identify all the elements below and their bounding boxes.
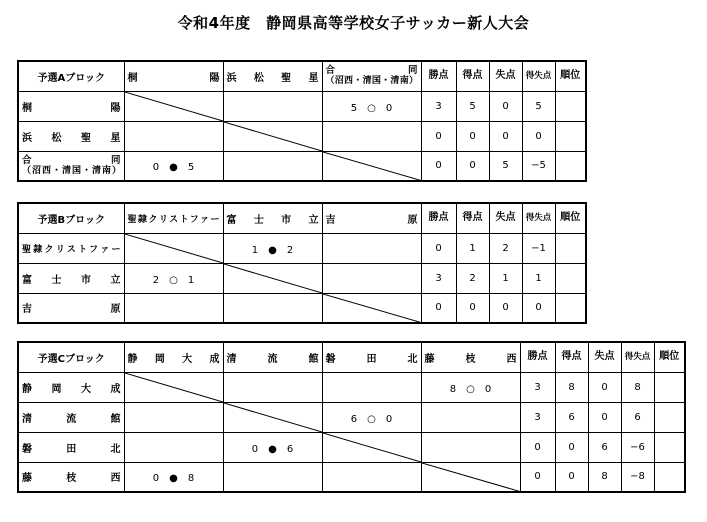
col-team-1: 静 岡 大 成 [124, 342, 223, 372]
row-team: 静 岡 大 成 [18, 372, 124, 402]
self-cell [124, 233, 223, 263]
col-rank: 順位 [654, 342, 685, 372]
col-ga: 失点 [489, 203, 522, 233]
col-team-3: 吉 原 [322, 203, 421, 233]
stat-gf: 0 [456, 121, 489, 151]
stat-ga: 2 [489, 233, 522, 263]
table-row [18, 462, 685, 492]
diagonal-line [224, 264, 322, 293]
table-row [18, 402, 685, 432]
col-team-2: 富 士 市 立 [223, 203, 322, 233]
col-gf: 得点 [456, 203, 489, 233]
result-cell [322, 462, 421, 492]
stat-gd: 5 [522, 91, 555, 121]
row-team: 浜 松 聖 星 [18, 121, 124, 151]
row-team: 吉 原 [18, 293, 124, 323]
result-cell: 8 ○ 0 [421, 372, 520, 402]
stat-rank [555, 121, 586, 151]
stat-gf: 8 [555, 372, 588, 402]
stat-ga: 1 [489, 263, 522, 293]
stat-win: 3 [520, 372, 555, 402]
stat-gd: 0 [522, 121, 555, 151]
stat-rank [654, 462, 685, 492]
block-a-table [17, 60, 587, 182]
self-cell [124, 91, 223, 121]
page-title: 令和4年度 静岡県高等学校女子サッカー新人大会 [177, 14, 530, 32]
self-cell [322, 432, 421, 462]
result-cell [223, 372, 322, 402]
col-gf: 得点 [555, 342, 588, 372]
stat-rank [654, 372, 685, 402]
stat-win: 0 [520, 462, 555, 492]
col-gf: 得点 [456, 61, 489, 91]
stat-win: 3 [421, 91, 456, 121]
table-row [18, 263, 586, 293]
col-gd: 得失点 [522, 203, 555, 233]
stat-gf: 6 [555, 402, 588, 432]
result-cell [223, 151, 322, 181]
stat-ga: 0 [489, 91, 522, 121]
col-win: 勝点 [421, 61, 456, 91]
stat-win: 3 [520, 402, 555, 432]
col-gd: 得失点 [621, 342, 654, 372]
stat-rank [654, 432, 685, 462]
row-team: 藤 枝 西 [18, 462, 124, 492]
diagonal-line [323, 433, 421, 462]
col-team-2: 浜 松 聖 星 [223, 61, 322, 91]
col-gd: 得失点 [522, 61, 555, 91]
col-team-3: 磐 田 北 [322, 342, 421, 372]
diagonal-line [323, 294, 421, 323]
col-team-1: 桐 陽 [124, 61, 223, 91]
result-cell [322, 233, 421, 263]
col-rank: 順位 [555, 203, 586, 233]
stat-rank [555, 91, 586, 121]
stat-ga: 0 [588, 372, 621, 402]
diagonal-line [323, 152, 421, 181]
stat-gd: −1 [522, 233, 555, 263]
self-cell [124, 372, 223, 402]
diagonal-line [125, 373, 223, 402]
block-b-table [17, 202, 587, 324]
self-cell [322, 151, 421, 181]
result-cell [322, 121, 421, 151]
stat-gd: −8 [621, 462, 654, 492]
result-cell: 0 ● 5 [124, 151, 223, 181]
stat-win: 0 [520, 432, 555, 462]
stat-ga: 0 [588, 402, 621, 432]
table-row [18, 372, 685, 402]
diagonal-line [125, 234, 223, 263]
result-cell: 0 ● 6 [223, 432, 322, 462]
table-row [18, 432, 685, 462]
header-row [18, 342, 685, 372]
stat-gd: −6 [621, 432, 654, 462]
stat-rank [555, 151, 586, 181]
stat-gd: 0 [522, 293, 555, 323]
stat-gf: 0 [456, 293, 489, 323]
self-cell [223, 402, 322, 432]
diagonal-line [224, 122, 322, 151]
stat-gf: 2 [456, 263, 489, 293]
result-cell [322, 263, 421, 293]
col-team-2: 清 流 館 [223, 342, 322, 372]
row-team: 聖隷クリストファー [18, 233, 124, 263]
table-row [18, 91, 586, 121]
result-cell: 2 ○ 1 [124, 263, 223, 293]
stat-rank [555, 263, 586, 293]
result-cell [223, 462, 322, 492]
stat-gd: 6 [621, 402, 654, 432]
table-row [18, 293, 586, 323]
col-win: 勝点 [421, 203, 456, 233]
result-cell: 5 ○ 0 [322, 91, 421, 121]
stat-win: 0 [421, 121, 456, 151]
table-row [18, 151, 586, 181]
stat-ga: 6 [588, 432, 621, 462]
result-cell [421, 432, 520, 462]
result-cell [124, 402, 223, 432]
col-team-3: 合 同 （沼西・清国・清南） [322, 61, 421, 91]
self-cell [223, 263, 322, 293]
stat-win: 0 [421, 293, 456, 323]
result-cell: 6 ○ 0 [322, 402, 421, 432]
row-team: 富 士 市 立 [18, 263, 124, 293]
result-cell [223, 91, 322, 121]
row-team: 清 流 館 [18, 402, 124, 432]
diagonal-line [125, 92, 223, 121]
stat-rank [654, 402, 685, 432]
stat-gd: 8 [621, 372, 654, 402]
row-team: 桐 陽 [18, 91, 124, 121]
self-cell [421, 462, 520, 492]
diagonal-line [422, 463, 520, 492]
table-row [18, 121, 586, 151]
col-team-4: 藤 枝 西 [421, 342, 520, 372]
self-cell [223, 121, 322, 151]
diagonal-line [224, 403, 322, 432]
stat-win: 0 [421, 151, 456, 181]
stat-rank [555, 293, 586, 323]
stat-gd: −5 [522, 151, 555, 181]
col-team-1: 聖隷クリストファー [124, 203, 223, 233]
result-cell [421, 402, 520, 432]
block-c-table [17, 341, 686, 493]
row-team: 合 同 （沼西・清国・清南） [18, 151, 124, 181]
stat-win: 3 [421, 263, 456, 293]
block-label: 予選Aブロック [18, 61, 124, 91]
stat-gf: 0 [555, 462, 588, 492]
stat-win: 0 [421, 233, 456, 263]
result-cell [124, 432, 223, 462]
result-cell [124, 121, 223, 151]
stat-gf: 1 [456, 233, 489, 263]
result-cell [124, 293, 223, 323]
result-cell [322, 372, 421, 402]
result-cell: 1 ● 2 [223, 233, 322, 263]
stat-gf: 0 [456, 151, 489, 181]
col-rank: 順位 [555, 61, 586, 91]
stat-ga: 8 [588, 462, 621, 492]
self-cell [322, 293, 421, 323]
block-label: 予選Cブロック [18, 342, 124, 372]
col-win: 勝点 [520, 342, 555, 372]
result-cell [223, 293, 322, 323]
row-team: 磐 田 北 [18, 432, 124, 462]
header-row [18, 203, 586, 233]
table-row [18, 233, 586, 263]
stat-gf: 5 [456, 91, 489, 121]
stat-ga: 0 [489, 293, 522, 323]
header-row [18, 61, 586, 91]
stat-ga: 0 [489, 121, 522, 151]
col-ga: 失点 [588, 342, 621, 372]
stat-gd: 1 [522, 263, 555, 293]
col-ga: 失点 [489, 61, 522, 91]
stat-gf: 0 [555, 432, 588, 462]
stat-ga: 5 [489, 151, 522, 181]
result-cell: 0 ● 8 [124, 462, 223, 492]
block-label: 予選Bブロック [18, 203, 124, 233]
stat-rank [555, 233, 586, 263]
